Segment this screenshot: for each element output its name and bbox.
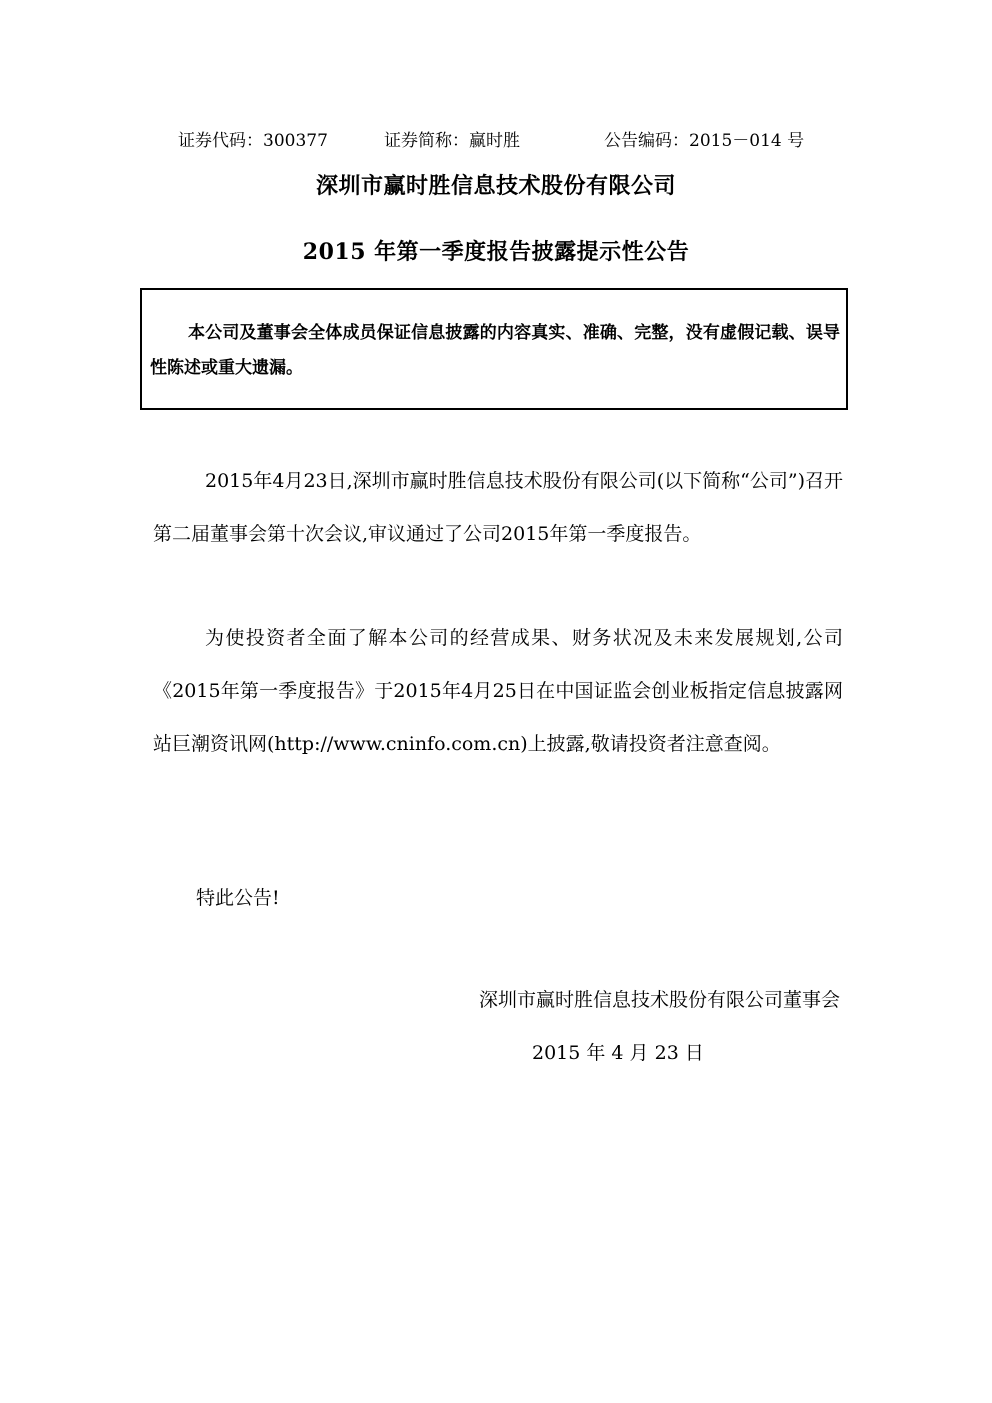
company-title: 深圳市赢时胜信息技术股份有限公司 [315, 173, 676, 199]
announcement-header [178, 128, 838, 154]
closing-remark: 特此公告! [196, 887, 280, 909]
disclaimer-box [140, 288, 848, 410]
stock-code: 证券代码：300377 [178, 131, 328, 151]
document-title: 2015 年第一季度报告披露提示性公告 [302, 239, 690, 265]
disclaimer-text: 本公司及董事会全体成员保证信息披露的内容真实、准确、完整，没有虚假记载、误导性陈述或重大遗漏。 [150, 323, 840, 378]
signature-date: 2015 年 4 月 23 日 [532, 1042, 704, 1064]
body-paragraph-2: 为使投资者全面了解本公司的经营成果、财务状况及未来发展规划,公司《2015年第一季度报告》于2015年4月25日在中国证监会创业板指定信息披露网站巨潮资讯网(http://www.cninfo.com.cn)上披露,敬请投资者注意查阅。 [153, 627, 843, 755]
stock-abbreviation: 证券简称：赢时胜 [384, 131, 520, 151]
signature-organization: 深圳市赢时胜信息技术股份有限公司董事会 [478, 989, 840, 1011]
body-paragraph-1: 2015年4月23日,深圳市赢时胜信息技术股份有限公司(以下简称“公司”)召开第二届董事会第十次会议,审议通过了公司2015年第一季度报告。 [153, 470, 843, 545]
announcement-number: 公告编码：2015－014 号 [604, 131, 805, 151]
